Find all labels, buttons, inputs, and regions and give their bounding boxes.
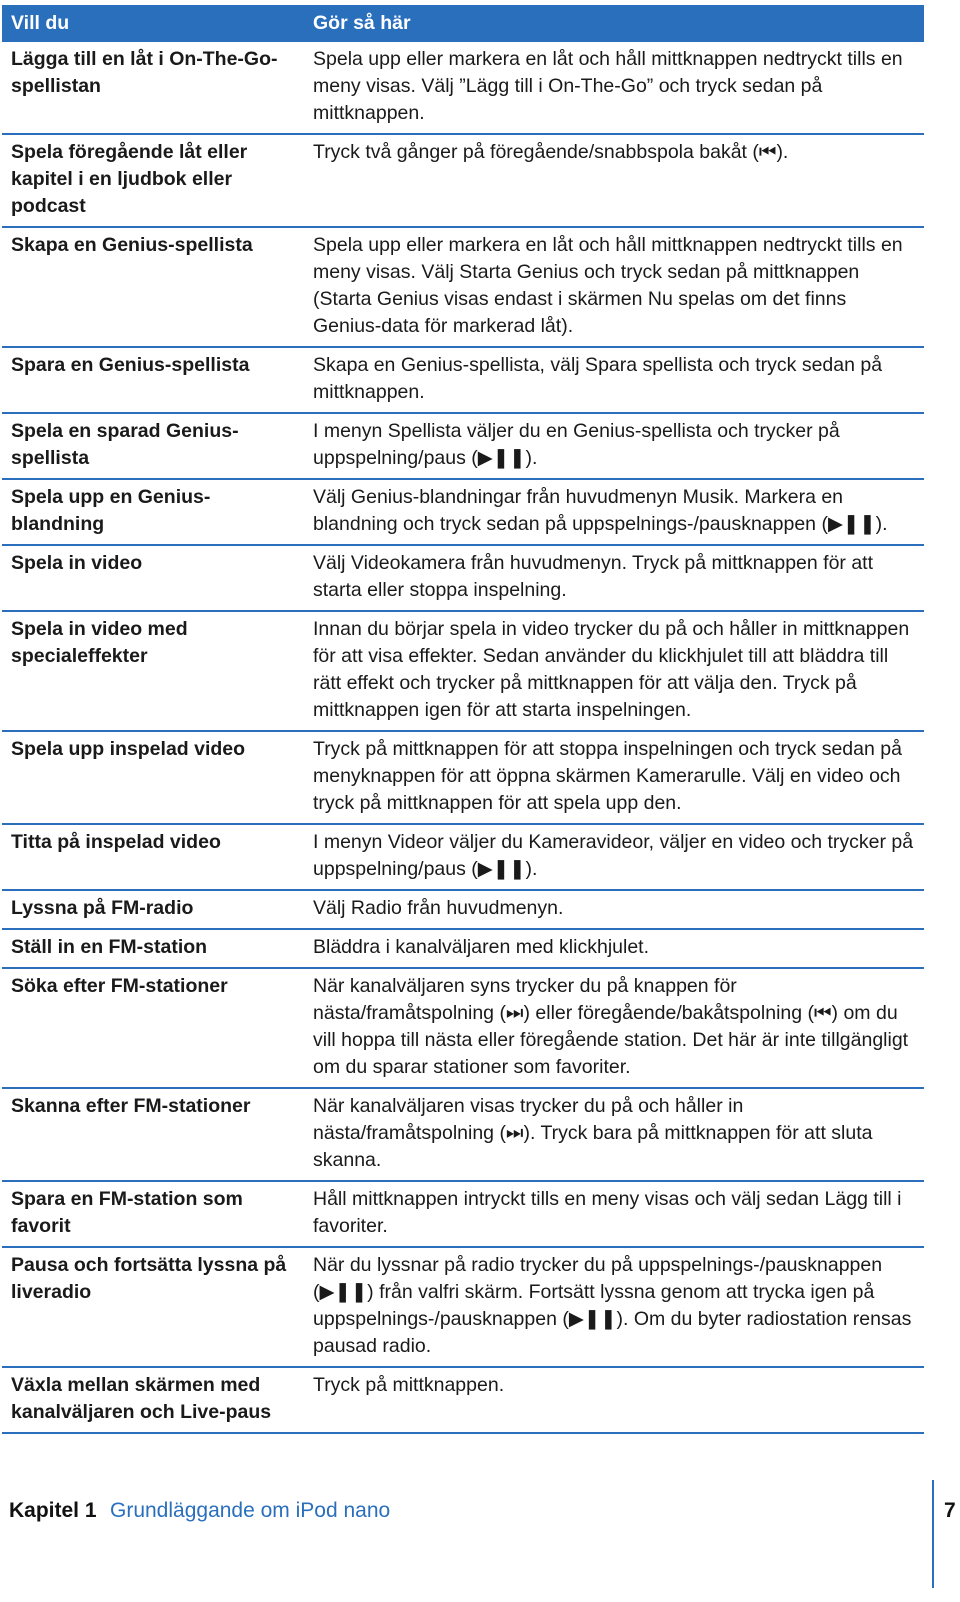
table-row [2,1182,924,1248]
chapter-title-link[interactable]: Grundläggande om iPod nano [110,1499,391,1522]
row-instruction: Bläddra i kanalväljaren med klickhjulet. [313,936,650,958]
table-row [2,1368,924,1434]
row-task: Lyssna på FM-radio [11,897,194,919]
table-body [2,42,924,1434]
row-task: Pausa och fortsätta lyssna på liveradio [11,1254,287,1303]
row-instruction: Innan du börjar spela in video trycker du på och håller in mittknappen för att visa effekter. Sedan använder du klickhjulet till att bläddra till rätt effekt och trycker på mittknappen för att välja den. Tryck på mittknappen igen för att starta inspelningen. [313,618,910,721]
table-row [2,891,924,930]
row-task: Söka efter FM-stationer [11,975,228,997]
row-instruction: Välj Radio från huvudmenyn. [313,897,564,919]
row-instruction: I menyn Videor väljer du Kameravideor, väljer en video och trycker på uppspelning/paus (▶❚❚). [313,831,914,880]
row-task: Titta på inspelad video [11,831,221,853]
row-task: Spara en FM-station som favorit [11,1188,243,1237]
table-row [2,732,924,825]
table-row [2,42,924,135]
table-header [2,5,924,42]
row-task: Spela en sparad Genius-spellista [11,420,239,469]
table-row [2,930,924,969]
row-instruction: Tryck på mittknappen för att stoppa inspelningen och tryck sedan på menyknappen för att öppna skärmen Kamerarulle. Välj en video och tryck på mittknappen för att spela upp den. [313,738,902,814]
row-task: Spela upp inspelad video [11,738,246,760]
table-row [2,414,924,480]
page-footer [0,1495,960,1535]
table-row [2,969,924,1089]
table-row [2,228,924,348]
instructions-table [2,5,924,1434]
table-row [2,546,924,612]
table-row [2,1089,924,1182]
row-task: Spela föregående låt eller kapitel i en ljudbok eller podcast [11,141,248,217]
chapter-label: Kapitel 1 [9,1499,97,1522]
row-instruction: Tryck på mittknappen. [313,1374,505,1396]
table-row [2,825,924,891]
row-task: Skapa en Genius-spellista [11,234,253,256]
row-instruction: Tryck två gånger på föregående/snabbspola bakåt (⏮). [313,141,789,163]
row-task: Växla mellan skärmen med kanalväljaren och Live-paus [11,1374,272,1423]
row-instruction: När kanalväljaren visas trycker du på och håller in nästa/framåtspolning (⏭). Tryck bara på mittknappen för att sluta skanna. [313,1095,873,1171]
row-instruction: Håll mittknappen intryckt tills en meny visas och välj sedan Lägg till i favoriter. [313,1188,902,1237]
footer-divider [932,1480,934,1588]
row-task: Spela in video med specialeffekter [11,618,188,667]
row-instruction: I menyn Spellista väljer du en Genius-spellista och trycker på uppspelning/paus (▶❚❚). [313,420,840,469]
table-row [2,348,924,414]
row-instruction: När kanalväljaren syns trycker du på knappen för nästa/framåtspolning (⏭) eller föregående/bakåtspolning (⏮) om du vill hoppa till nästa eller föregående station. Det här är inte tillgängligt om du sparar stationer som favoriter. [313,975,909,1078]
row-task: Spela in video [11,552,143,574]
row-instruction: Skapa en Genius-spellista, välj Spara spellista och tryck sedan på mittknappen. [313,354,883,403]
table-row [2,1248,924,1368]
row-task: Lägga till en låt i On-The-Go-spellistan [11,48,278,97]
row-instruction: Välj Videokamera från huvudmenyn. Tryck på mittknappen för att starta eller stoppa inspelning. [313,552,874,601]
row-task: Ställ in en FM-station [11,936,208,958]
row-task: Skanna efter FM-stationer [11,1095,251,1117]
header-how: Gör så här [313,12,411,34]
header-want: Vill du [11,12,70,34]
row-instruction: Spela upp eller markera en låt och håll mittknappen nedtryckt tills en meny visas. Välj Starta Genius och tryck sedan på mittknappen (Starta Genius visas endast i skärmen Nu spelas om det finns Genius-data för markerad låt). [313,234,903,337]
row-task: Spela upp en Genius-blandning [11,486,211,535]
row-instruction: När du lyssnar på radio trycker du på uppspelnings-/pausknappen (▶❚❚) från valfri skärm. Fortsätt lyssna genom att trycka igen på uppspelnings-/pausknappen (▶❚❚). Om du byter radiostation rensas pausad radio. [313,1254,912,1357]
page-number: 7 [944,1499,956,1522]
table-row [2,135,924,228]
table-row [2,480,924,546]
row-instruction: Spela upp eller markera en låt och håll mittknappen nedtryckt tills en meny visas. Välj ”Lägg till i On-The-Go” och tryck sedan på mittknappen. [313,48,903,124]
row-instruction: Välj Genius-blandningar från huvudmenyn Musik. Markera en blandning och tryck sedan på uppspelnings-/pausknappen (▶❚❚). [313,486,888,535]
table-row [2,612,924,732]
row-task: Spara en Genius-spellista [11,354,250,376]
